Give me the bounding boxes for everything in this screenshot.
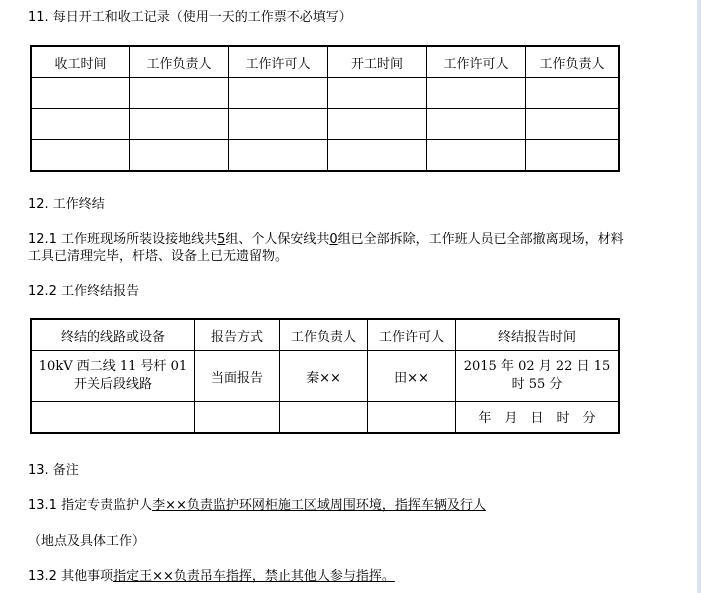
supervisor-assignment: 李××负责监护环网柜施工区域周围环境，指挥车辆及行人 [152,498,486,513]
table-row [31,78,619,109]
table-row [31,351,619,402]
section-12-2-title: 12.2 工作终结报告 [28,284,140,299]
section-12-title: 12. 工作终结 [28,197,105,212]
cell-work-leader: 秦×× [280,351,368,402]
header-work-leader: 工作负责人 [130,46,229,78]
daily-work-record-table [30,45,620,172]
header-work-permitter: 工作许可人 [368,319,456,351]
cell-report-time-blank: 年 月 日 时 分 [456,402,620,433]
header-work-permitter: 工作许可人 [229,46,328,78]
header-report-method: 报告方式 [195,319,280,351]
section-13-title: 13. 备注 [28,463,79,478]
cell-work-permitter: 田×× [368,351,456,402]
header-work-leader-2: 工作负责人 [526,46,620,78]
table-row [31,140,619,172]
ground-wire-groups: 5 [217,232,226,247]
location-note: （地点及具体工作） [28,534,146,549]
cell-report-method: 当面报告 [195,351,280,402]
table-header-row [31,319,619,351]
other-matters: 指定王××负责吊车指挥，禁止其他人参与指挥。 [113,569,395,584]
header-report-time: 终结报告时间 [456,319,620,351]
header-start-time: 开工时间 [328,46,427,78]
section-13-1: 13.1 指定专责监护人李××负责监护环网柜施工区域周围环境，指挥车辆及行人 [28,498,486,513]
header-end-time: 收工时间 [31,46,130,78]
personal-wire-groups: 0 [329,232,338,247]
header-work-permitter-2: 工作许可人 [427,46,526,78]
cell-line-equipment: 10kV 西二线 11 号杆 01 开关后段线路 [31,351,195,402]
section-11-title: 11. 每日开工和收工记录（使用一天的工作票不必填写） [28,10,352,25]
table-row [31,402,619,433]
work-end-report-table [30,318,620,434]
table-header-row [31,46,619,78]
table-row [31,109,619,140]
section-12-1-line-1: 12.1 工作班现场所装设接地线共5组、个人保安线共0组已全部拆除，工作班人员已全部撤离现场，材料 [28,232,624,247]
section-12-1-line-2: 工具已清理完毕，杆塔、设备上已无遗留物。 [28,249,289,264]
cell-report-time: 2015 年 02 月 22 日 15 时 55 分 [456,351,620,402]
header-line-or-equipment: 终结的线路或设备 [31,319,195,351]
window-frame-edge [697,0,701,593]
section-13-2: 13.2 其他事项指定王××负责吊车指挥，禁止其他人参与指挥。 [28,569,395,584]
header-work-leader: 工作负责人 [280,319,368,351]
